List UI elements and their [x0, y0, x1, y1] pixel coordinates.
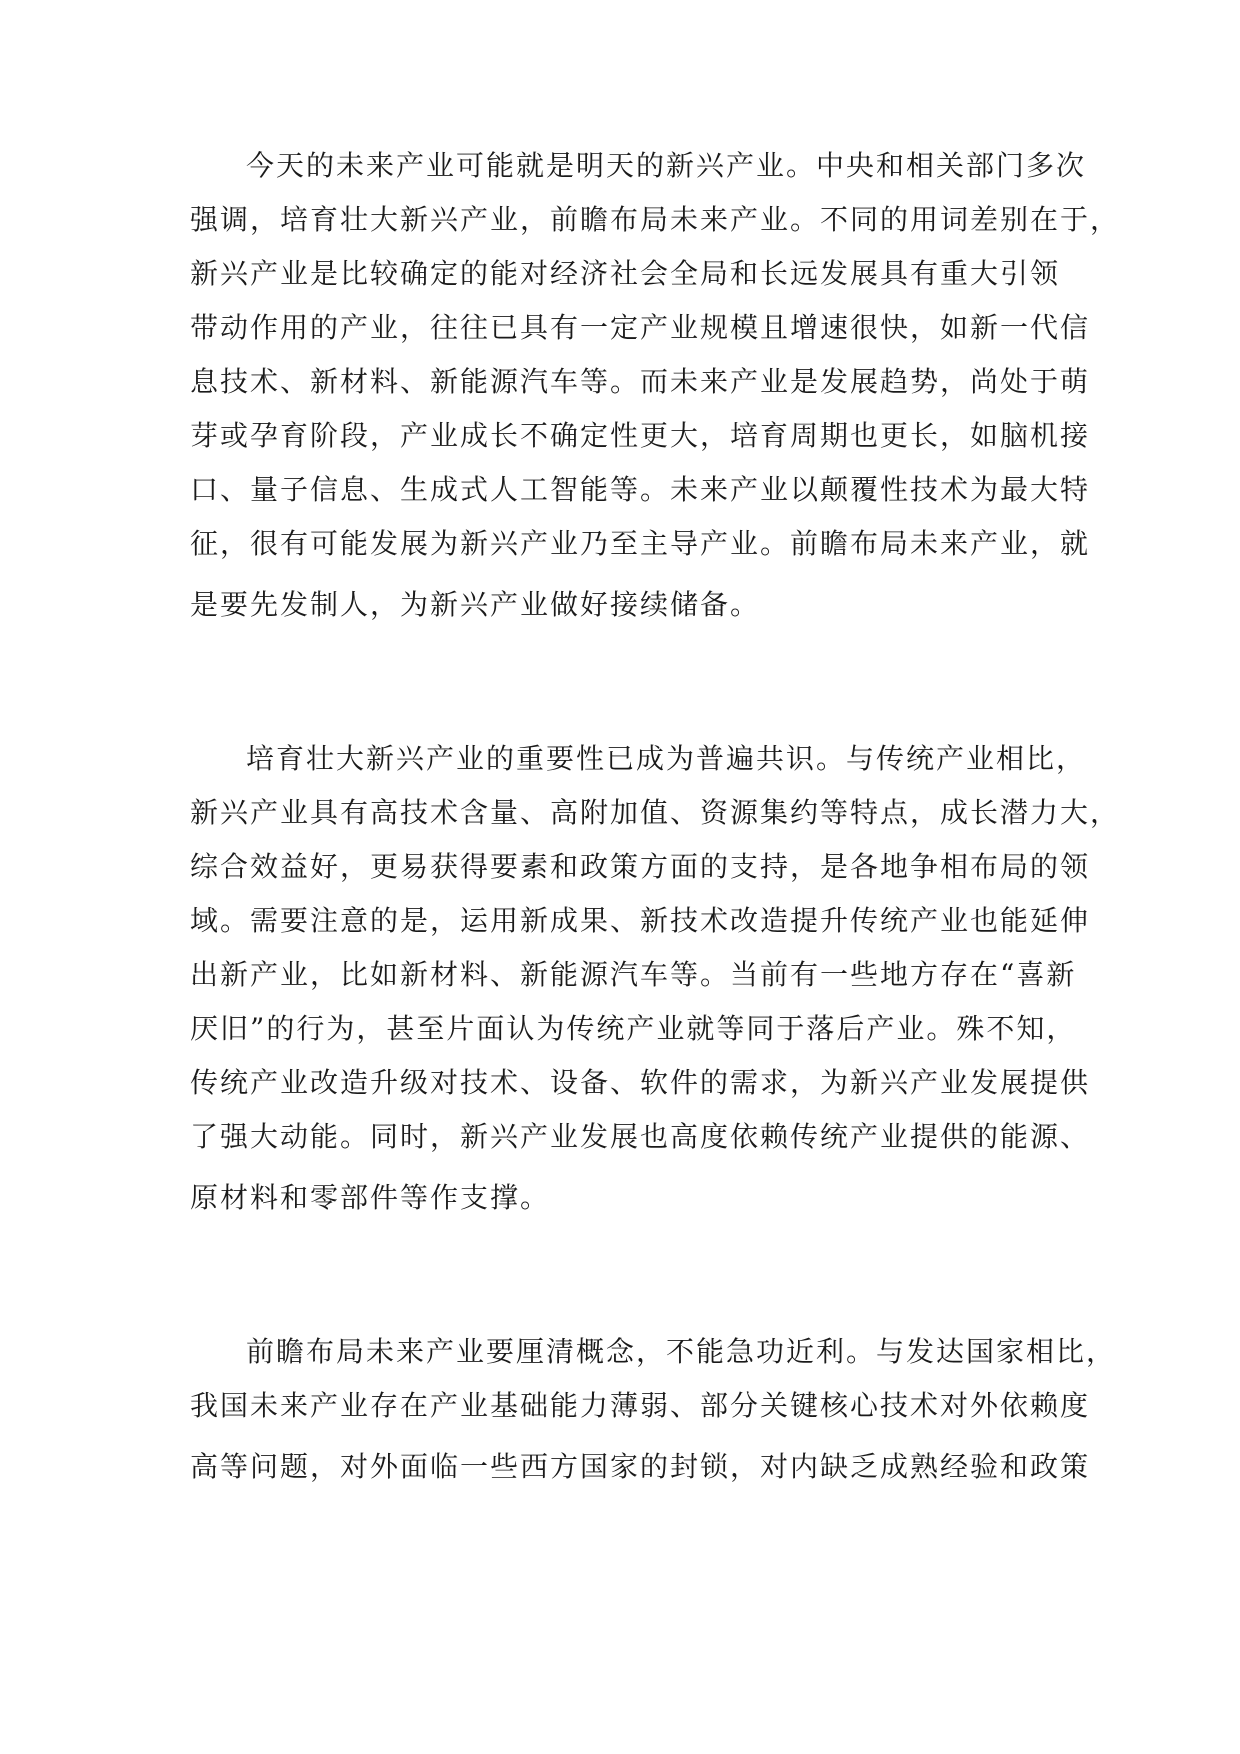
- paragraph-line: 前瞻布局未来产业要厘清概念，不能急功近利。与发达国家相比，: [246, 1335, 1117, 1368]
- paragraph-line: 培育壮大新兴产业的重要性已成为普遍共识。与传统产业相比，: [246, 742, 1087, 775]
- paragraph-line: 高等问题，对外面临一些西方国家的封锁，对内缺乏成熟经验和政策: [190, 1450, 1091, 1483]
- paragraph-line: 新兴产业具有高技术含量、高附加值、资源集约等特点，成长潜力大，: [190, 796, 1121, 829]
- paragraph-line: 口、量子信息、生成式人工智能等。未来产业以颠覆性技术为最大特: [190, 473, 1091, 506]
- paragraph-line: 域。需要注意的是，运用新成果、新技术改造提升传统产业也能延伸: [190, 904, 1091, 937]
- paragraph-line: 综合效益好，更易获得要素和政策方面的支持，是各地争相布局的领: [190, 850, 1091, 883]
- paragraph-line: 出新产业，比如新材料、新能源汽车等。当前有一些地方存在“喜新: [190, 958, 1077, 991]
- paragraph-line: 强调，培育壮大新兴产业，前瞻布局未来产业。不同的用词差别在于，: [190, 203, 1121, 236]
- paragraph-line: 了强大动能。同时，新兴产业发展也高度依赖传统产业提供的能源、: [190, 1120, 1091, 1153]
- paragraph-line: 带动作用的产业，往往已具有一定产业规模且增速很快，如新一代信: [190, 311, 1091, 344]
- paragraph-line: 传统产业改造升级对技术、设备、软件的需求，为新兴产业发展提供: [190, 1066, 1091, 1099]
- paragraph-line: 新兴产业是比较确定的能对经济社会全局和长远发展具有重大引领: [190, 257, 1061, 290]
- paragraph-line: 今天的未来产业可能就是明天的新兴产业。中央和相关部门多次: [246, 149, 1087, 182]
- paragraph-line: 息技术、新材料、新能源汽车等。而未来产业是发展趋势，尚处于萌: [190, 365, 1091, 398]
- paragraph-line: 是要先发制人，为新兴产业做好接续储备。: [190, 588, 761, 621]
- paragraph-line: 厌旧”的行为，甚至片面认为传统产业就等同于落后产业。殊不知，: [190, 1012, 1077, 1045]
- paragraph-line: 原材料和零部件等作支撑。: [190, 1181, 551, 1214]
- paragraph-line: 芽或孕育阶段，产业成长不确定性更大，培育周期也更长，如脑机接: [190, 419, 1091, 452]
- paragraph-line: 征，很有可能发展为新兴产业乃至主导产业。前瞻布局未来产业，就: [190, 527, 1091, 560]
- paragraph-line: 我国未来产业存在产业基础能力薄弱、部分关键核心技术对外依赖度: [190, 1389, 1091, 1422]
